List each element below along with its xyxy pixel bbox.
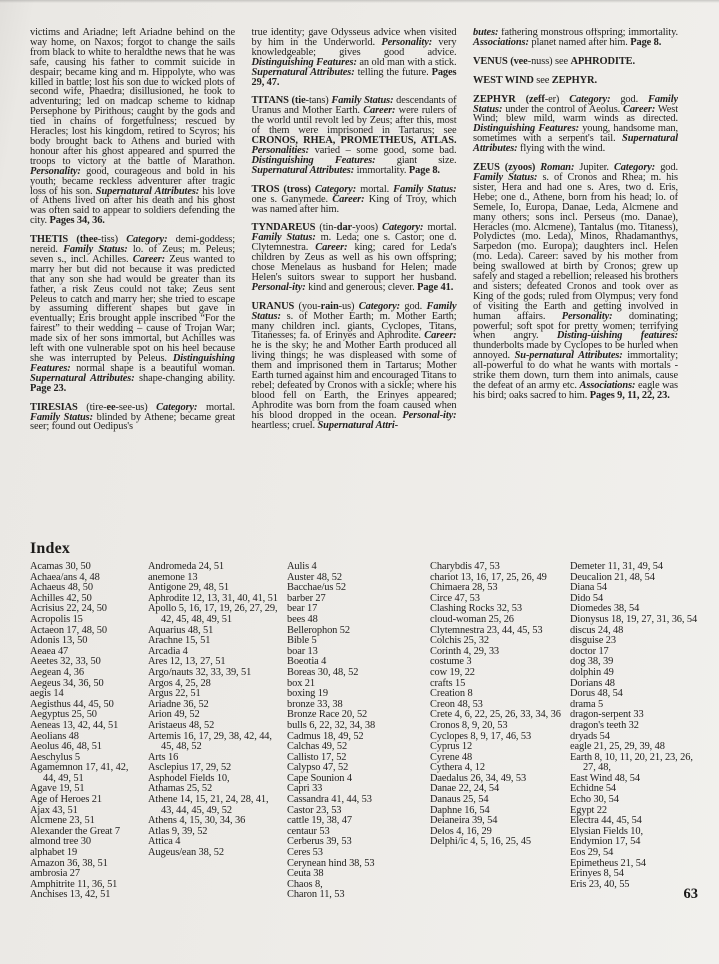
index-entry: Alexander the Great 7 xyxy=(30,825,120,837)
index-entry: Asclepius 17, 29, 52 xyxy=(148,762,232,774)
index-entry: crafts 15 xyxy=(430,677,466,689)
index-entry: Argo/nauts 32, 33, 39, 51 xyxy=(148,666,252,678)
entry-paragraph: VENUS (vee-nuss) see APHRODITE. xyxy=(473,55,635,67)
index-entry: Dido 54 xyxy=(570,592,604,604)
index-column-3 xyxy=(287,562,424,901)
index-entry: Aegyptus 25, 50 xyxy=(30,709,97,721)
index-entry: Aeolians 48 xyxy=(30,730,79,742)
index-entry: boar 13 xyxy=(287,645,318,657)
index-entry: Antigone 29, 48, 51 xyxy=(148,582,229,594)
index-entry: bulls 6, 22, 32, 34, 38 xyxy=(287,719,376,731)
entry-paragraph: TIRESIAS (tire-ee-see-us) Category: mortal. Family Status: blinded by Athene; became great seer; found out Oedipus's xyxy=(30,401,236,433)
entry-column-middle xyxy=(252,28,457,543)
index-entry: Egypt 22 xyxy=(570,804,608,816)
index-entry: doctor 17 xyxy=(570,645,609,657)
entry-paragraph: WEST WIND see ZEPHYR. xyxy=(473,74,597,86)
index-entry: Crete 4, 6, 22, 25, 26, 33, 34, 36 xyxy=(430,709,561,721)
index-entry: chariot 13, 16, 17, 25, 26, 49 xyxy=(430,571,547,583)
index-entry: Apollo 5, 16, 17, 19, 26, 27, 29, 42, 45, 48, 49, 51 xyxy=(148,603,278,625)
index-entry: Cyrene 48 xyxy=(430,751,473,763)
index-entry: Bronze Race 20, 52 xyxy=(287,709,368,721)
index-entry: Acrisius 22, 24, 50 xyxy=(30,603,107,615)
index-entry: Aulis 4 xyxy=(287,561,317,572)
index-entry: cattle 19, 38, 47 xyxy=(287,815,352,827)
index-entry: Ajax 43, 51 xyxy=(30,804,78,816)
index-entry: Circe 47, 53 xyxy=(430,592,480,604)
index-entry: ambrosia 27 xyxy=(30,868,80,880)
entry-paragraph: victims and Ariadne; left Ariadne behind on the way home, on Naxos; forgot to change the sails from black to white to heraldthe news that he was safe, causing his father to commit suicide in despair; became king and m. Hippolyte, who was killed in battle; lost his son due to wicked plots of second wife, Phaedra; disillusioned, he took to adventuring; led on madcap scheme to kidnap Persephone by Pirithous; caught by the gods and tied in chains of forgetfulness; rescued by Heracles; lost his kingdom, retired to Scyros; his body brought back to Athens and buried with honour after his ghost appeared and spurred the troops to victory at the battle of Marathon. Personality: good, courageous and bold in his youth; became reckless adventurer after tragic loss of his son. Supernatural Attributes: his love of Athens lived on after his death and his ghost was often said to appear to soldiers defending the city. Pages 34, 36. xyxy=(30,28,235,227)
entries-section xyxy=(30,28,678,543)
index-entry: Cerynean hind 38, 53 xyxy=(287,857,375,869)
index-entry: Clytemnestra 23, 44, 45, 53 xyxy=(430,624,543,636)
index-entry: Aegeus 34, 36, 50 xyxy=(30,677,104,689)
index-entry: Diana 54 xyxy=(570,582,607,594)
index-entry: Aeneas 13, 42, 44, 51 xyxy=(30,719,119,731)
index-entry: Danaus 25, 54 xyxy=(430,794,489,806)
index-entry: Argus 22, 51 xyxy=(148,688,201,700)
index-entry: Anchises 13, 42, 51 xyxy=(30,889,111,901)
index-entry: Boreas 30, 48, 52 xyxy=(287,666,359,678)
index-entry: Boeotia 4 xyxy=(287,656,327,668)
index-entry: Artemis 16, 17, 29, 38, 42, 44, 45, 48, 52 xyxy=(148,730,272,753)
index-entry: barber 27 xyxy=(287,592,326,604)
index-entry: Chimaera 28, 53 xyxy=(430,582,498,594)
index-entry: Calypso 47, 52 xyxy=(287,762,349,774)
index-entry: Eris 23, 40, 55 xyxy=(570,878,630,890)
index-entry: dryads 54 xyxy=(570,730,610,742)
index-entry: Cadmus 18, 49, 52 xyxy=(287,730,364,742)
index-entry: dragon's teeth 32 xyxy=(570,719,639,731)
index-entry: Echo 30, 54 xyxy=(570,794,619,806)
index-entry: Arion 49, 52 xyxy=(148,709,200,721)
index-entry: Achilles 42, 50 xyxy=(30,592,92,604)
index-entry: Aquarius 48, 51 xyxy=(148,624,214,636)
index-entry: alphabet 19 xyxy=(30,847,78,859)
index-column-4 xyxy=(430,562,564,848)
index-column-2 xyxy=(148,562,281,859)
index-entry: Earth 8, 10, 11, 20, 21, 23, 26, 27, 48, xyxy=(570,751,693,774)
index-section xyxy=(30,540,698,901)
index-entry: Dionysus 18, 19, 27, 31, 36, 54 xyxy=(570,613,698,625)
index-entry: Danae 22, 24, 54 xyxy=(430,783,500,795)
entry-column-right xyxy=(473,28,678,543)
index-entry: Alcmene 23, 51 xyxy=(30,815,95,827)
index-entry: discus 24, 48 xyxy=(570,624,624,636)
index-entry: Creation 8 xyxy=(430,688,473,700)
index-entry: Deucalion 21, 48, 54 xyxy=(570,571,655,583)
entry-paragraph: true identity; gave Odysseus advice when visited by him in the Underworld. Personality: very knowledgeable; gives good advice. Distinguishing Features: an old man with a stick. Supernatural Attributes: telling the future. Pages 29, 47. xyxy=(251,28,457,88)
index-entry: Athene 14, 15, 21, 24, 28, 41, 43, 44, 45, 49, 52 xyxy=(148,794,269,816)
index-entry: Endymion 17, 54 xyxy=(570,836,641,848)
index-entry: centaur 53 xyxy=(287,825,330,837)
index-entry: Attica 4 xyxy=(148,836,181,848)
index-columns xyxy=(30,562,698,901)
index-entry: Charon 11, 53 xyxy=(287,889,345,901)
index-entry: Bellerophon 52 xyxy=(287,624,350,636)
index-entry: Auster 48, 52 xyxy=(287,571,342,583)
index-entry: Delphi/ic 4, 5, 16, 25, 45 xyxy=(430,836,532,848)
entry-paragraph: butes: fathering monstrous offspring; immortality. Associations: planet named after him. Page 8. xyxy=(473,28,678,48)
index-entry: Acropolis 15 xyxy=(30,613,83,625)
index-entry: Cronos 8, 9, 20, 53 xyxy=(430,719,508,731)
index-entry: box 21 xyxy=(287,677,315,689)
index-entry: Creon 48, 53 xyxy=(430,698,483,710)
index-entry: Eos 29, 54 xyxy=(570,847,614,859)
index-entry: Aeschylus 5 xyxy=(30,751,80,763)
index-column-5 xyxy=(570,562,698,890)
index-entry: Age of Heroes 21 xyxy=(30,794,102,806)
index-entry: Deianeira 39, 54 xyxy=(430,815,498,827)
index-entry: Colchis 25, 32 xyxy=(430,635,489,647)
index-entry: Dorians 48 xyxy=(570,677,615,689)
index-entry: Aphrodite 12, 13, 31, 40, 41, 51 xyxy=(148,592,278,604)
index-entry: Castor 23, 53 xyxy=(287,804,342,816)
index-entry: Dorus 48, 54 xyxy=(570,688,623,700)
index-entry: bronze 33, 38 xyxy=(287,698,343,710)
page-number: 63 xyxy=(683,886,698,902)
index-entry: Augeus/ean 38, 52 xyxy=(148,847,224,859)
index-entry: Epimetheus 21, 54 xyxy=(570,857,646,869)
index-entry: Adonis 13, 50 xyxy=(30,635,88,647)
entry-paragraph: URANUS (you-rain-us) Category: god. Family Status: s. of Mother Earth; m. Mother Earth; many children incl. giants, Cyclopes, Titans, Titanesses; fa. of Erinyes and Aphrodite. Career: he is the sky; he and Mother Earth produced all living things; he was displeased with some of them and imprisoned them in Tartarus; Mother Earth turned against him and encouraged Titans to rebel; defeated by Cronos with a sickle; where his blood fell on Earth, the Erinyes appeared; Aphrodite was born from the foam caused when his blood dropped in the ocean. Personal-ity: heartless; cruel. Supernatural Attri- xyxy=(251,300,457,431)
index-entry: Elysian Fields 10, xyxy=(570,825,643,837)
entry-paragraph: THETIS (thee-tiss) Category: demi-goddess; nereid. Family Status: lo. of Zeus; m. Peleus; seven s., incl. Achilles. Career: Zeus wanted to marry her but did not because it was predicted that any son she had would be greater than its father, a risk Zeus could not take; Zeus sent Peleus to catch and marry her; she tried to escape by assuming different shapes but gave in eventually; Eris brought apple inscribed “For the fairest” to their wedding – cause of Trojan War; made six of her sons immortal, but Achilles was left with one vulnerable spot on his heel because she was interrupted by Peleus. Distinguishing Features: normal shape is a beautiful woman. Supernatural Attributes: shape-changing ability. Page 23. xyxy=(30,234,235,394)
index-entry: bees 48 xyxy=(287,613,318,625)
index-entry: East Wind 48, 54 xyxy=(570,772,640,784)
index-entry: Cassandra 41, 44, 53 xyxy=(287,794,372,806)
index-entry: disguise 23 xyxy=(570,635,616,647)
index-entry: Clashing Rocks 32, 53 xyxy=(430,603,522,615)
index-entry: Ares 12, 13, 27, 51 xyxy=(148,656,226,668)
index-entry: Cerberus 39, 53 xyxy=(287,836,352,848)
entry-paragraph: TYNDAREUS (tin-dar-yoos) Category: mortal. Family Status: m. Leda; one s. Castor; one d. Clytemnestra. Career: king; cared for Leda's children by Zeus as well as his own offspring; chose Menelaus as husband for Helen; made Helen's suitors swear to support her husband. Personal-ity: kind and generous; clever. Page 41. xyxy=(251,222,457,293)
index-entry: Arachne 15, 51 xyxy=(148,635,211,647)
index-entry: anemone 13 xyxy=(148,571,198,583)
index-entry: Capri 33 xyxy=(287,783,323,795)
index-entry: Athamas 25, 52 xyxy=(148,783,213,795)
index-entry: Asphodel Fields 10, xyxy=(148,772,230,784)
index-entry: Amazon 36, 38, 51 xyxy=(30,857,108,869)
index-entry: drama 5 xyxy=(570,698,604,710)
entry-paragraph: TROS (tross) Category: mortal. Family Status: one s. Ganymede. Career: King of Troy, which was named after him. xyxy=(251,183,457,215)
index-entry: Bacchae/us 52 xyxy=(287,582,346,594)
index-entry: Corinth 4, 29, 33 xyxy=(430,645,500,657)
index-entry: almond tree 30 xyxy=(30,836,91,848)
index-entry: Andromeda 24, 51 xyxy=(148,561,225,572)
index-entry: Aeaea 47 xyxy=(30,645,69,657)
index-entry: Arts 16 xyxy=(148,751,179,763)
index-entry: Calchas 49, 52 xyxy=(287,741,348,753)
index-entry: cloud-woman 25, 26 xyxy=(430,613,514,625)
index-entry: dragon-serpent 33 xyxy=(570,709,644,721)
index-entry: costume 3 xyxy=(430,656,472,668)
index-entry: Delos 4, 16, 29 xyxy=(430,825,492,837)
index-entry: Achaeus 48, 50 xyxy=(30,582,93,594)
entry-column-left xyxy=(30,28,235,543)
entry-paragraph: ZEPHYR (zeff-er) Category: god. Family Status: under the control of Aeolus. Career: West Wind; blew mild, warm winds as directed. Distinguishing Features: young, handsome man, sometimes with a serpent's tail. Supernatural Attributes: flying with the wind. xyxy=(473,93,678,155)
index-entry: Daedalus 26, 34, 49, 53 xyxy=(430,772,527,784)
entry-paragraph: ZEUS (zyoos) Roman: Jupiter. Category: god. Family Status: s. of Cronos and Rhea; m. his sister, Hera and had one s. Ares, two d. Eris, Hebe; one d., Athene, born from his head; lo. of Semele, Io, Europa, Danae, Leda, Alcmene and many others; sons incl. Perseus (mo. Danae), Heracles (mo. Alcmene), Tantalus (mo. Titaness), Polydictes (mo. Leda), Minos, Rhadamanthys, Sarpedon (mo. Europa); daughters incl. Helen (mo. Leda). Career: saved by his mother from being swallowed at birth by Cronos; grew up safely and staged a rebellion; released his brothers and sisters; defeated Cronos and took over as King of the gods; ruled from Olympus; very fond of visiting the Earth and getting involved in human affairs. Personality: dominating; powerful; soft spot for pretty women; terrifying when angry. Disting-uishing features: thunderbolts made by Cyclopes to be hurled when annoyed. Su-pernatural Attributes: immortality; all-powerful to do what he wants with mortals - strike them down, turn them into animals, cause the defeat of an army etc. Associations: eagle was his bird; oaks sacred to him. Pages 9, 11, 22, 23. xyxy=(473,162,678,401)
index-entry: Athens 4, 15, 30, 34, 36 xyxy=(148,815,246,827)
index-entry: Arcadia 4 xyxy=(148,645,188,657)
index-entry: Cyclopes 8, 9, 17, 46, 53 xyxy=(430,730,532,742)
index-entry: Aegisthus 44, 45, 50 xyxy=(30,698,114,710)
index-entry: Actaeon 17, 48, 50 xyxy=(30,624,107,636)
index-entry: Charybdis 47, 53 xyxy=(430,561,500,572)
entry-paragraph: TITANS (tie-tans) Family Status: descendants of Uranus and Mother Earth. Career: were rulers of the world until revolt led by Zeus; after this, most of them were imprisoned in Tartarus; see CRONOS, RHEA, PROMETHEUS, ATLAS. Personalities: varied – some good, some bad. Distinguishing Features: giant size. Supernatural Attributes: immortality. Page 8. xyxy=(251,95,457,176)
index-entry: aegis 14 xyxy=(30,688,64,700)
index-entry: Cape Sounion 4 xyxy=(287,772,352,784)
index-entry: boxing 19 xyxy=(287,688,328,700)
index-entry: Cythera 4, 12 xyxy=(430,762,485,774)
index-heading: Index xyxy=(30,540,71,557)
index-entry: Agave 19, 51 xyxy=(30,783,85,795)
index-entry: Diomedes 38, 54 xyxy=(570,603,640,615)
index-entry: Demeter 11, 31, 49, 54 xyxy=(570,561,663,572)
index-entry: Acamas 30, 50 xyxy=(30,561,91,572)
index-entry: Agamemnon 17, 41, 42, 44, 49, 51 xyxy=(30,762,129,784)
index-entry: Aegean 4, 36 xyxy=(30,666,84,678)
index-entry: Daphne 16, 54 xyxy=(430,804,490,816)
index-entry: Atlas 9, 39, 52 xyxy=(148,825,208,837)
index-entry: Achaea/ans 4, 48 xyxy=(30,571,100,583)
index-entry: dolphin 49 xyxy=(570,666,614,678)
index-entry: bear 17 xyxy=(287,603,318,615)
index-entry: Echidne 54 xyxy=(570,783,617,795)
index-entry: Ariadne 36, 52 xyxy=(148,698,209,710)
index-entry: Chaos 8, xyxy=(287,878,323,890)
index-column-1 xyxy=(30,562,142,901)
index-entry: Cyprus 12 xyxy=(430,741,473,753)
index-entry: Callisto 17, 52 xyxy=(287,751,347,763)
index-entry: Electra 44, 45, 54 xyxy=(570,815,642,827)
index-entry: cow 19, 22 xyxy=(430,666,475,678)
index-entry: Aristaeus 48, 52 xyxy=(148,719,215,731)
index-entry: Ceres 53 xyxy=(287,847,323,859)
index-entry: Aeetes 32, 33, 50 xyxy=(30,656,101,668)
index-entry: Bible 5 xyxy=(287,635,317,647)
index-entry: Ceuta 38 xyxy=(287,868,324,880)
index-entry: eagle 21, 25, 29, 39, 48 xyxy=(570,741,665,753)
index-entry: Aeolus 46, 48, 51 xyxy=(30,741,102,753)
index-entry: Erinyes 8, 54 xyxy=(570,868,624,880)
index-entry: Argos 4, 25, 28 xyxy=(148,677,211,689)
index-entry: dog 38, 39 xyxy=(570,656,614,668)
index-entry: Amphitrite 11, 36, 51 xyxy=(30,878,118,890)
